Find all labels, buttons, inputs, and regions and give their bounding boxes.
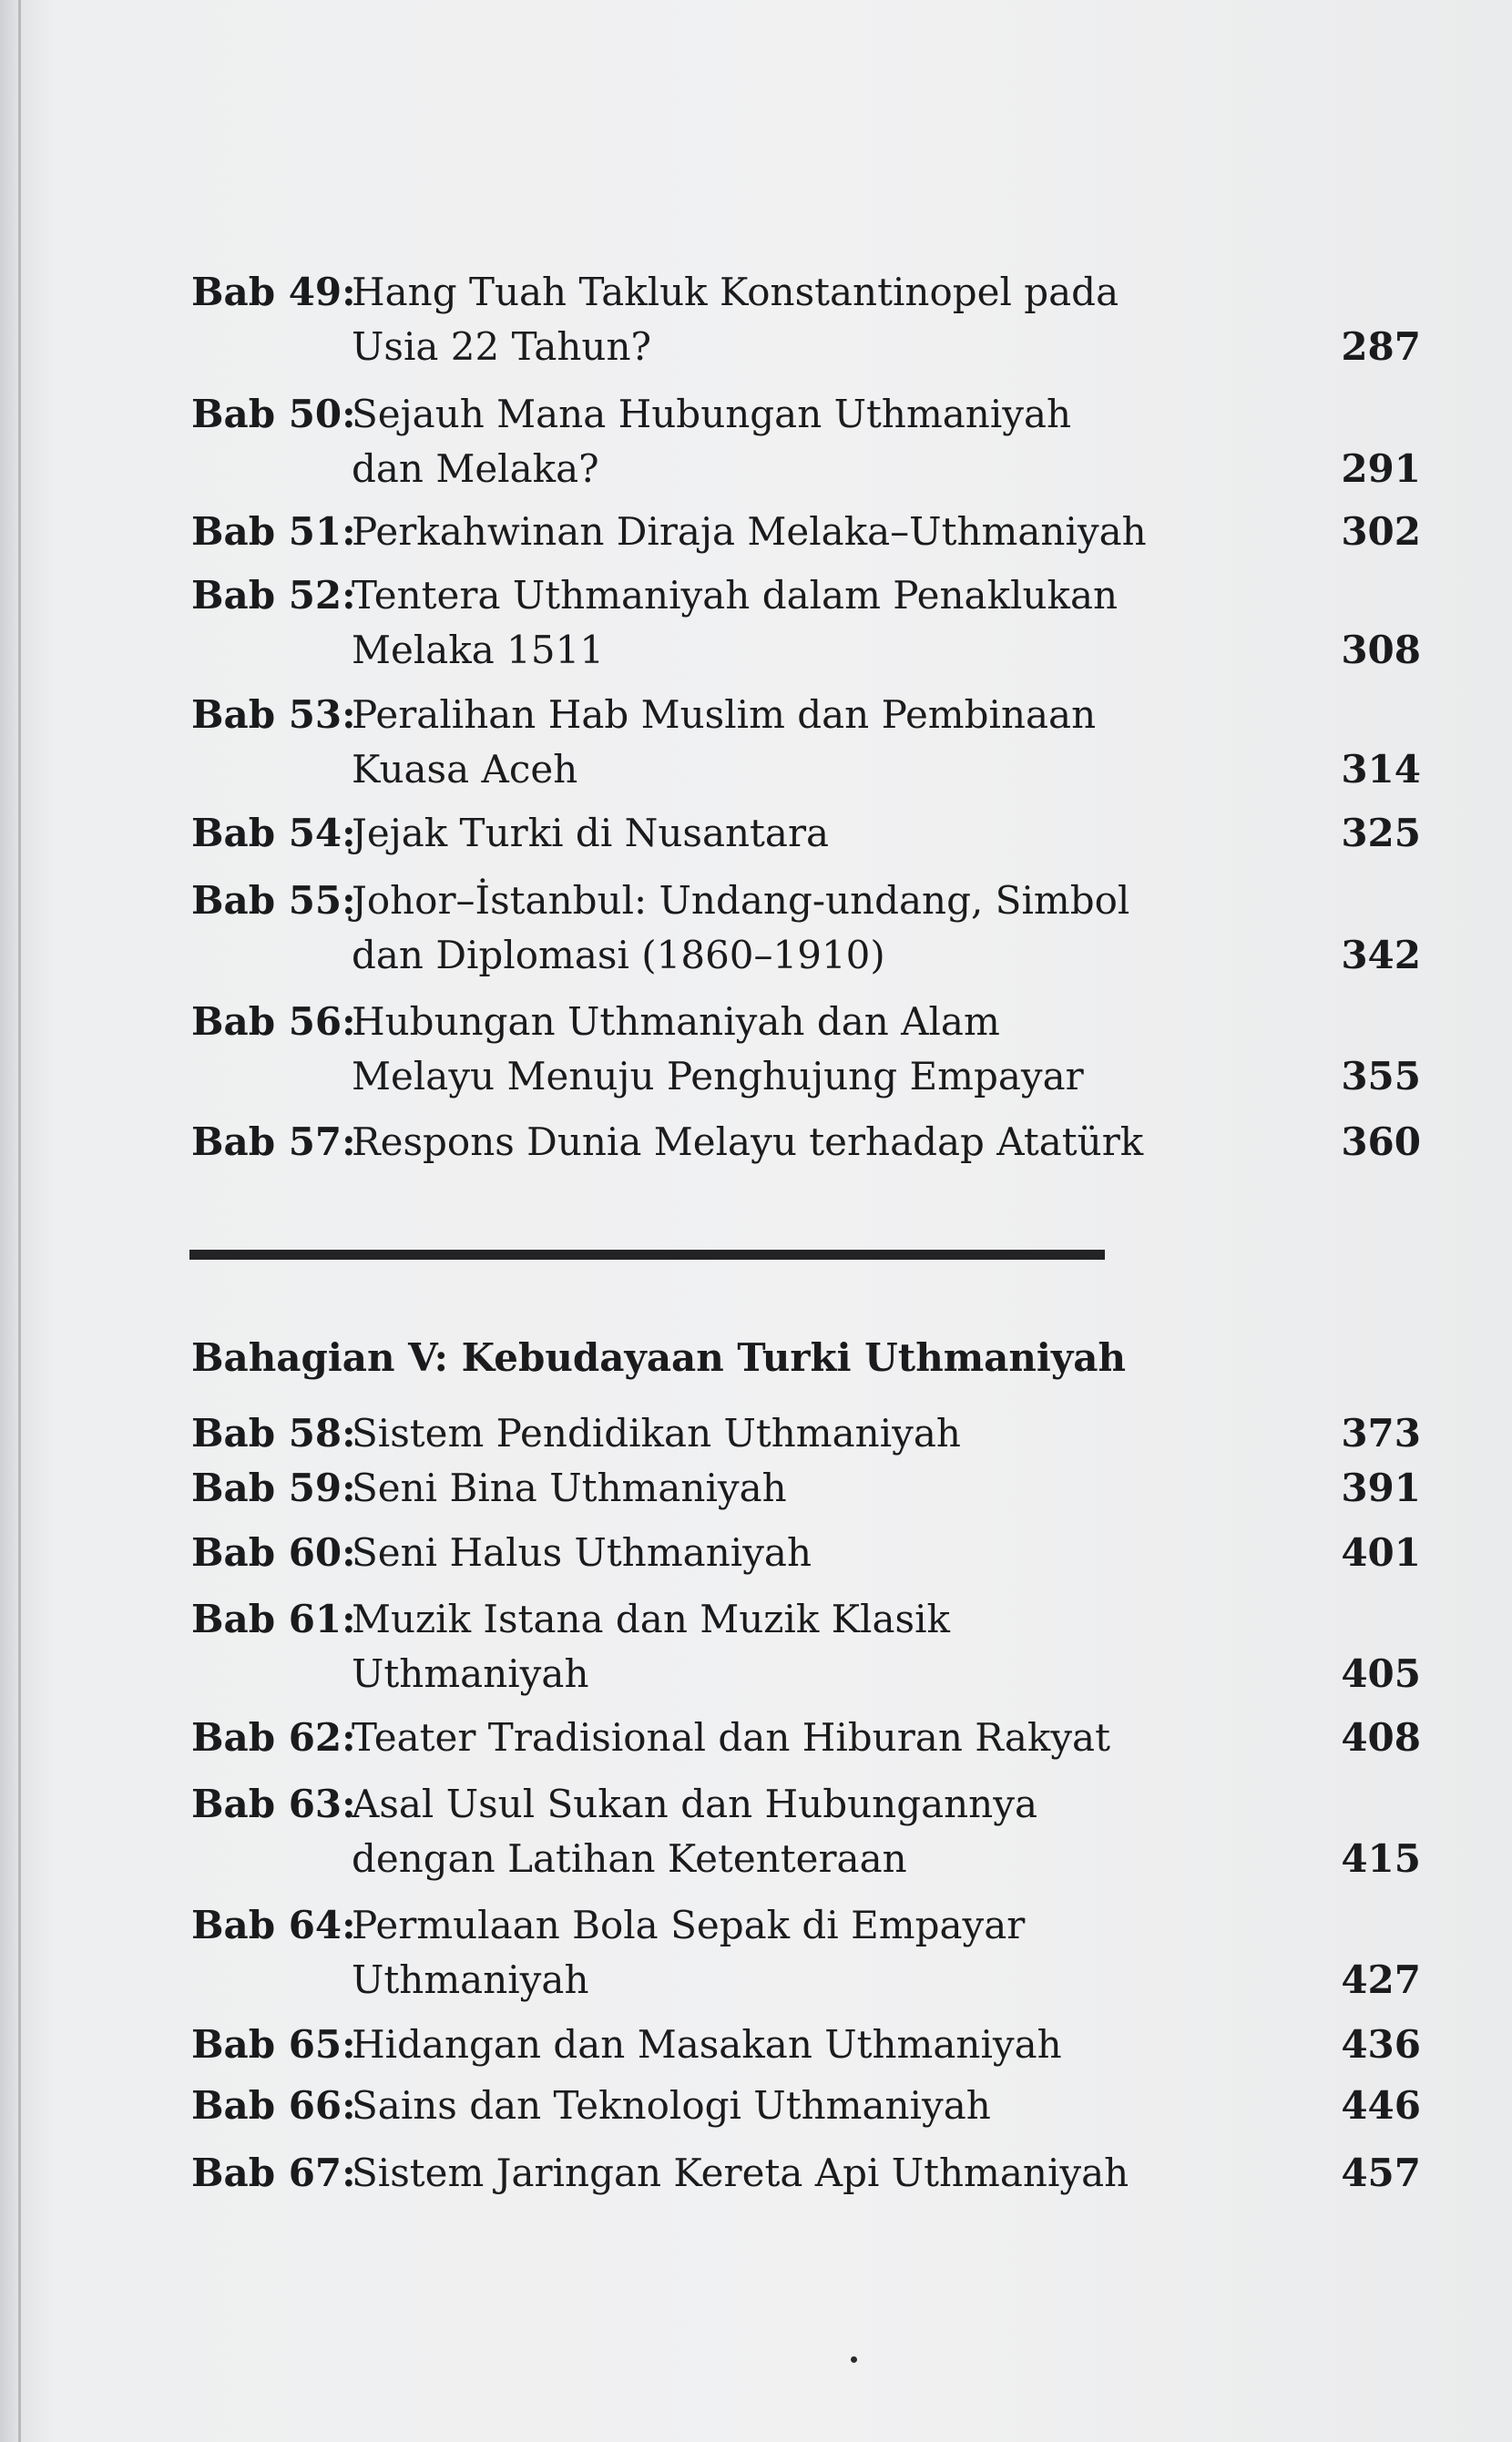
page-number: 427 xyxy=(1341,1957,1421,2002)
chapter-title-line: Seni Bina Uthmaniyah xyxy=(352,1466,787,1510)
chapter-label: Bab 56: xyxy=(191,999,356,1044)
section-divider xyxy=(189,1250,1105,1260)
chapter-label: Bab 53: xyxy=(191,692,356,737)
chapter-title-line: Kuasa Aceh xyxy=(352,747,578,792)
chapter-label: Bab 60: xyxy=(191,1530,356,1575)
page-number: 405 xyxy=(1341,1651,1421,1696)
chapter-label: Bab 54: xyxy=(191,811,356,855)
chapter-title-line: Hubungan Uthmaniyah dan Alam xyxy=(352,999,1000,1044)
chapter-title-line: Tentera Uthmaniyah dalam Penaklukan xyxy=(352,573,1119,618)
chapter-title-line: Usia 22 Tahun? xyxy=(352,324,652,369)
chapter-title-line: dan Diplomasi (1860–1910) xyxy=(352,933,885,977)
chapter-title-line: dengan Latihan Ketenteraan xyxy=(352,1836,907,1881)
chapter-label: Bab 64: xyxy=(191,1903,356,1947)
page-number: 408 xyxy=(1341,1715,1421,1760)
chapter-title-line: dan Melaka? xyxy=(352,446,599,491)
page-number: 355 xyxy=(1341,1054,1421,1098)
page-number: 360 xyxy=(1341,1119,1421,1164)
chapter-title-line: Melayu Menuju Penghujung Empayar xyxy=(352,1054,1084,1098)
chapter-title-line: Permulaan Bola Sepak di Empayar xyxy=(352,1903,1026,1947)
chapter-title-line: Uthmaniyah xyxy=(352,1957,589,2002)
page-number: 342 xyxy=(1341,933,1421,977)
chapter-label: Bab 66: xyxy=(191,2083,356,2128)
chapter-title-line: Johor–İstanbul: Undang-undang, Simbol xyxy=(352,878,1130,923)
chapter-label: Bab 55: xyxy=(191,878,356,923)
chapter-title-line: Teater Tradisional dan Hiburan Rakyat xyxy=(352,1715,1110,1760)
chapter-label: Bab 50: xyxy=(191,392,356,436)
page-number: 391 xyxy=(1341,1466,1421,1510)
chapter-title-line: Seni Halus Uthmaniyah xyxy=(352,1530,812,1575)
chapter-title-line: Sistem Jaringan Kereta Api Uthmaniyah xyxy=(352,2151,1129,2195)
page-number: 314 xyxy=(1341,747,1421,792)
page-number: 308 xyxy=(1341,628,1421,672)
page-number: 291 xyxy=(1341,446,1421,491)
page-number: 415 xyxy=(1341,1836,1421,1881)
page-number: 325 xyxy=(1341,811,1421,855)
page-number: 446 xyxy=(1341,2083,1421,2128)
chapter-title-line: Jejak Turki di Nusantara xyxy=(352,811,830,855)
chapter-label: Bab 61: xyxy=(191,1597,356,1641)
page-number: 436 xyxy=(1341,2022,1421,2067)
chapter-label: Bab 62: xyxy=(191,1715,356,1760)
page-number: 287 xyxy=(1341,324,1421,369)
chapter-label: Bab 63: xyxy=(191,1782,356,1826)
chapter-title-line: Hidangan dan Masakan Uthmaniyah xyxy=(352,2022,1062,2067)
chapter-title-line: Sejauh Mana Hubungan Uthmaniyah xyxy=(352,392,1072,436)
chapter-label: Bab 65: xyxy=(191,2022,356,2067)
chapter-label: Bab 57: xyxy=(191,1119,356,1164)
chapter-title-line: Perkahwinan Diraja Melaka–Uthmaniyah xyxy=(352,509,1147,554)
chapter-label: Bab 58: xyxy=(191,1411,356,1456)
chapter-label: Bab 59: xyxy=(191,1466,356,1510)
chapter-title-line: Respons Dunia Melayu terhadap Atatürk xyxy=(352,1119,1144,1164)
page-dot-mark xyxy=(851,2356,857,2363)
chapter-label: Bab 49: xyxy=(191,270,356,314)
chapter-label: Bab 51: xyxy=(191,509,356,554)
page-number: 401 xyxy=(1341,1530,1421,1575)
chapter-title-line: Asal Usul Sukan dan Hubungannya xyxy=(352,1782,1037,1826)
chapter-title-line: Hang Tuah Takluk Konstantinopel pada xyxy=(352,270,1119,314)
chapter-title-line: Muzik Istana dan Muzik Klasik xyxy=(352,1597,950,1641)
page-number: 302 xyxy=(1341,509,1421,554)
page-number: 457 xyxy=(1341,2151,1421,2195)
chapter-title-line: Sistem Pendidikan Uthmaniyah xyxy=(352,1411,961,1456)
chapter-title-line: Melaka 1511 xyxy=(352,628,605,672)
part-title: Bahagian V: Kebudayaan Turki Uthmaniyah xyxy=(191,1335,1127,1380)
chapter-title-line: Sains dan Teknologi Uthmaniyah xyxy=(352,2083,991,2128)
page-number: 373 xyxy=(1341,1411,1421,1456)
chapter-title-line: Peralihan Hab Muslim dan Pembinaan xyxy=(352,692,1097,737)
chapter-label: Bab 67: xyxy=(191,2151,356,2195)
chapter-title-line: Uthmaniyah xyxy=(352,1651,589,1696)
chapter-label: Bab 52: xyxy=(191,573,356,618)
